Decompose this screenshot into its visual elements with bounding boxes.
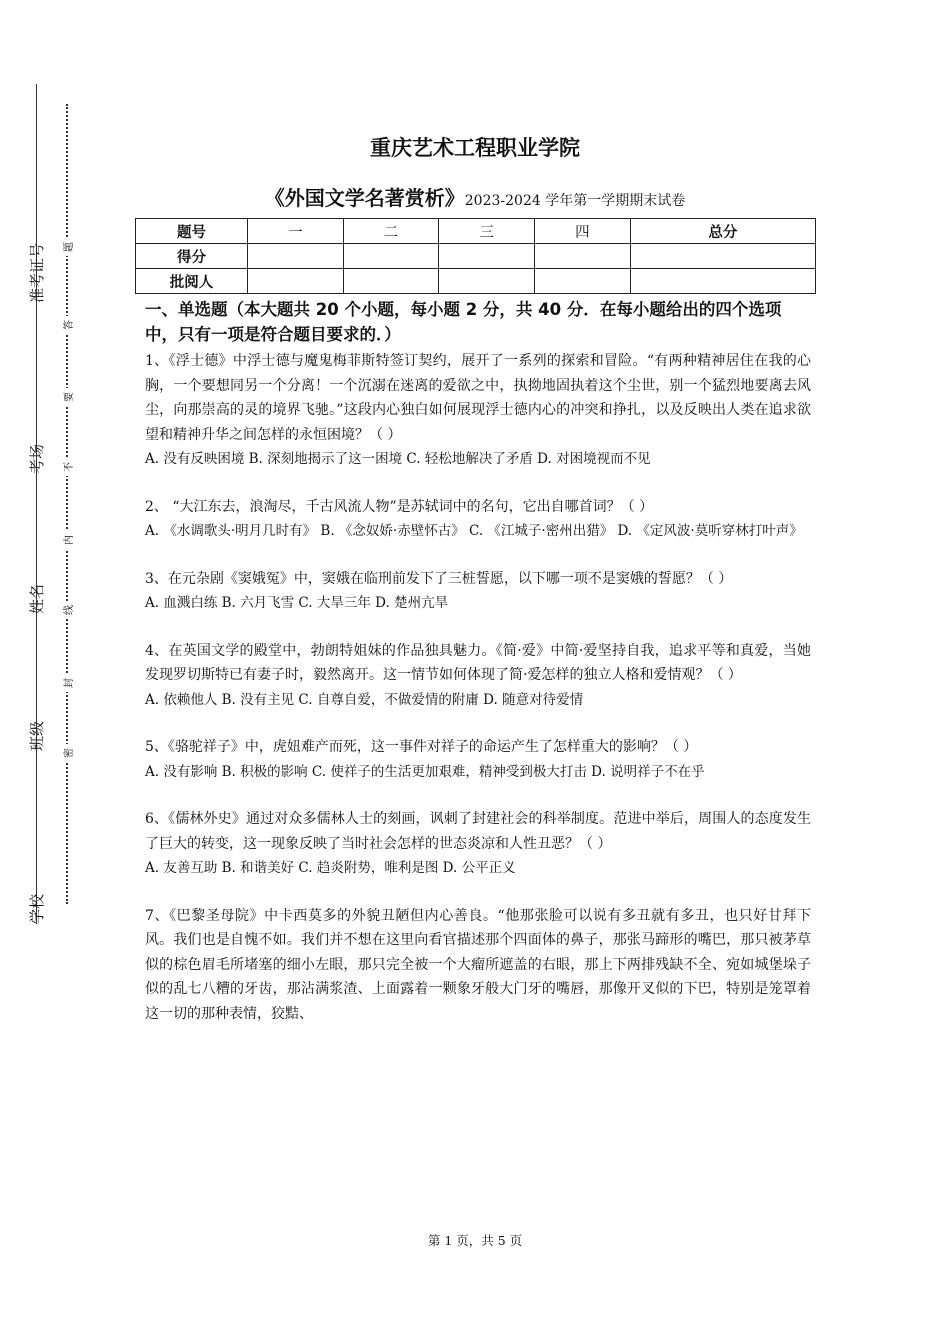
question-stem: 5、《骆驼祥子》中，虎妞难产而死，这一事件对祥子的命运产生了怎样重大的影响？（ ） (145, 739, 698, 755)
score-table-header-row (136, 219, 816, 244)
score-cell (439, 244, 535, 269)
exam-room-label: 考场 (28, 444, 46, 475)
seal-dotted-line (66, 104, 68, 904)
course-title: 《外国文学名著赏析》 (264, 186, 465, 210)
school-label: 学校 (28, 894, 46, 925)
section-title: 一、单选题（本大题共 20 个小题，每小题 2 分，共 40 分．在每小题给出的四个选项中，只有一项是符合题目要求的．） (145, 300, 782, 344)
grader-cell (630, 269, 815, 294)
grader-cell (439, 269, 535, 294)
page-footer: 第 1 页，共 5 页 (427, 1233, 523, 1248)
question-item (145, 904, 811, 1027)
question-item (145, 639, 811, 713)
question-stem: 4、在英国文学的殿堂中，勃朗特姐妹的作品独具魅力。《简·爱》中简·爱坚持自我，追求平等和真爱，当她发现罗切斯特已有妻子时，毅然离开。这一情节如何体现了简·爱怎样的独立人格和爱情观？（ ） (145, 642, 811, 683)
seal-char: 封 (60, 674, 74, 692)
seal-char: 内 (60, 531, 74, 549)
grader-row (136, 269, 816, 294)
question-item (145, 807, 811, 881)
grader-cell (343, 269, 439, 294)
question-item (145, 495, 811, 544)
question-stem: 6、《儒林外史》通过对众多儒林人士的刻画，讽刺了封建社会的科举制度。范进中举后，周围人的态度发生了巨大的转变，这一现象反映了当时社会怎样的世态炎凉和人性丑恶？（ ） (145, 811, 811, 852)
question-options: A. 没有反映困境 B. 深刻地揭示了这一困境 C. 轻松地解决了矛盾 D. 对困境视而不见 (145, 451, 651, 467)
score-table-header-cell: 总分 (630, 219, 815, 244)
term-title: 2023-2024 学年第一学期期末试卷 (464, 193, 686, 209)
seal-char: 密 (60, 744, 74, 762)
exam-number-label: 准考证号 (28, 242, 46, 303)
score-table-header-cell: 二 (343, 219, 439, 244)
score-table-header-cell: 四 (535, 219, 631, 244)
score-row-label: 得分 (136, 244, 248, 269)
question-options: A. 没有影响 B. 积极的影响 C. 使祥子的生活更加艰难，精神受到极大打击 D. 说明祥子不在乎 (145, 763, 705, 780)
score-cell (630, 244, 815, 269)
question-stem: 1、《浮士德》中浮士德与魔鬼梅菲斯特签订契约，展开了一系列的探索和冒险。“有两种精神居住在我的心胸，一个要想同另一个分离！一个沉溺在迷离的爱欲之中，执拗地固执着这个尘世，别一个猛烈地要离去风尘，向那崇高的灵的境界飞驰。”这段内心独白如何展现浮士德内心的冲突和挣扎，以及反映出人类在追求欲望和精神升华之间怎样的永恒困境？（ ） (145, 353, 811, 443)
question-options: A. 《水调歌头·明月几时有》 B. 《念奴娇·赤壁怀古》 C. 《江城子·密州出猎》 D. 《定风波·莫听穿林打叶声》 (145, 523, 803, 539)
seal-char: 题 (60, 238, 74, 256)
seal-char: 答 (60, 316, 74, 334)
score-table-header-cell: 一 (248, 219, 344, 244)
seal-char: 线 (60, 601, 74, 619)
grader-cell (535, 269, 631, 294)
question-section (145, 297, 811, 1049)
score-table-header-cell: 三 (439, 219, 535, 244)
exam-title (0, 182, 950, 211)
seal-char: 要 (60, 388, 74, 406)
question-options: A. 友善互助 B. 和谐美好 C. 趋炎附势，唯利是图 D. 公平正义 (145, 860, 516, 876)
question-options: A. 依赖他人 B. 没有主见 C. 自尊自爱，不做爱情的附庸 D. 随意对待爱情 (145, 691, 584, 708)
score-table-header-cell: 题号 (136, 219, 248, 244)
question-item (145, 735, 811, 784)
question-item (145, 567, 811, 616)
seal-char: 不 (60, 458, 74, 476)
score-cell (343, 244, 439, 269)
question-stem: 3、在元杂剧《窦娥冤》中，窦娥在临刑前发下了三桩誓愿，以下哪一项不是窦娥的誓愿？（ ） (145, 570, 733, 587)
score-cell (248, 244, 344, 269)
question-options: A. 血溅白练 B. 六月飞雪 C. 大旱三年 D. 楚州亢旱 (145, 595, 449, 611)
grader-cell (248, 269, 344, 294)
question-stem: 7、《巴黎圣母院》中卡西莫多的外貌丑陋但内心善良。“他那张脸可以说有多丑就有多丑，也只好甘拜下风。我们也是自愧不如。我们并不想在这里向看官描述那个四面体的鼻子，那张马蹄形的嘴巴，那只被茅草似的棕色眉毛所堵塞的细小左眼，那只完全被一个大瘤所遮盖的右眼，那上下两排残缺不全、宛如城堡垛子似的乱七八糟的牙齿，那沾满浆渣、上面露着一颗象牙般大门牙的嘴唇，那像开叉似的下巴，特别是笼罩着这一切的那种表情，狡黠、 (145, 907, 811, 1022)
grader-row-label: 批阅人 (136, 269, 248, 294)
score-row (136, 244, 816, 269)
name-label: 姓名 (28, 584, 46, 615)
score-table (135, 218, 816, 294)
school-name: 重庆艺术工程职业学院 (370, 136, 580, 160)
class-label: 班级 (28, 721, 46, 752)
question-stem: 2、 “大江东去，浪淘尽，千古风流人物”是苏轼词中的名句，它出自哪首词？（ ） (145, 498, 654, 515)
question-item (145, 349, 811, 472)
score-cell (535, 244, 631, 269)
